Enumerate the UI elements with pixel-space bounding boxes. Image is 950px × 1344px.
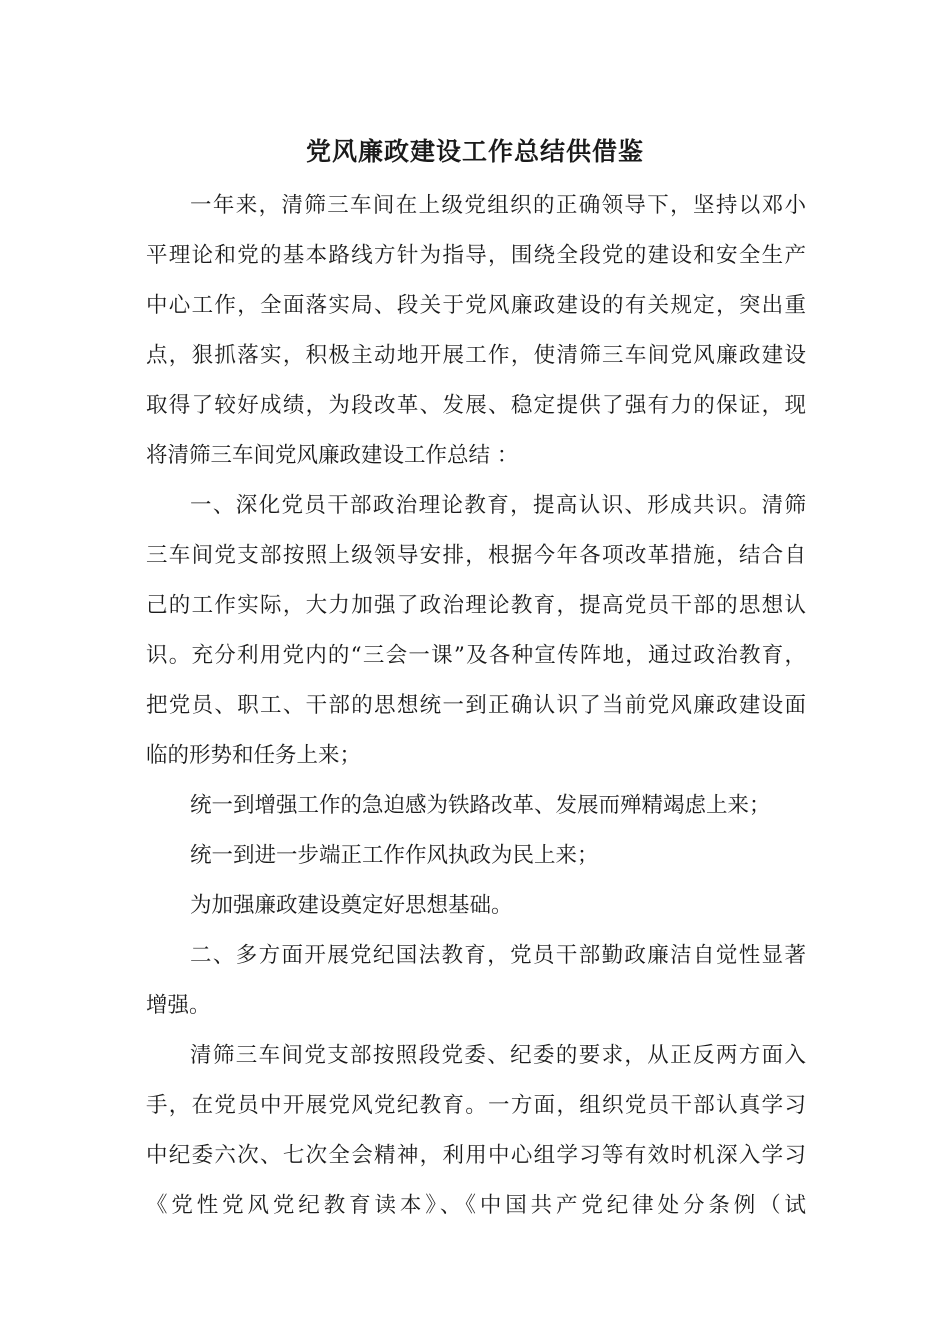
body-line: 一、深化党员干部政治理论教育，提高认识、形成共识。清筛 [190, 493, 806, 518]
body-line: 临的形势和任务上来； [146, 743, 362, 768]
body-line: 清筛三车间党支部按照段党委、纪委的要求，从正反两方面入 [190, 1043, 806, 1068]
body-line: 统一到进一步端正工作作风执政为民上来； [190, 843, 599, 868]
body-line: 增强。 [146, 993, 211, 1018]
document-title: 党风廉政建设工作总结供借鉴 [305, 137, 644, 166]
body-line: 将清筛三车间党风廉政建设工作总结 ： [146, 443, 519, 468]
body-line: 三车间党支部按照上级领导安排，根据今年各项改革措施，结合自 [146, 543, 806, 568]
body-line: 为加强廉政建设奠定好思想基础。 [190, 893, 513, 918]
body-line: 取得了较好成绩，为段改革、发展、稳定提供了强有力的保证，现 [146, 393, 806, 418]
body-line: 一年来，清筛三车间在上级党组织的正确领导下，坚持以邓小 [190, 193, 806, 218]
body-line: 中纪委六次、七次全会精神，利用中心组学习等有效时机深入学习 [146, 1143, 806, 1168]
document-body [146, 181, 806, 1231]
body-line: 识。充分利用党内的“三会一课”及各种宣传阵地，通过政治教育， [146, 643, 806, 668]
body-line: 《党性党风党纪教育读本》、《中国共产党纪律处分条例（试 [146, 1193, 806, 1218]
body-line: 点，狠抓落实，积极主动地开展工作，使清筛三车间党风廉政建设 [146, 343, 806, 368]
body-line: 己的工作实际，大力加强了政治理论教育，提高党员干部的思想认 [146, 593, 806, 618]
body-line: 统一到增强工作的急迫感为铁路改革、发展而殚精竭虑上来； [190, 793, 771, 818]
body-line: 把党员、职工、干部的思想统一到正确认识了当前党风廉政建设面 [146, 693, 806, 718]
body-line: 中心工作，全面落实局、段关于党风廉政建设的有关规定，突出重 [146, 293, 806, 318]
body-line: 手，在党员中开展党风党纪教育。一方面，组织党员干部认真学习 [146, 1093, 806, 1118]
body-line: 平理论和党的基本路线方针为指导，围绕全段党的建设和安全生产 [146, 243, 806, 268]
body-line: 二、多方面开展党纪国法教育，党员干部勤政廉洁自觉性显著 [190, 943, 806, 968]
